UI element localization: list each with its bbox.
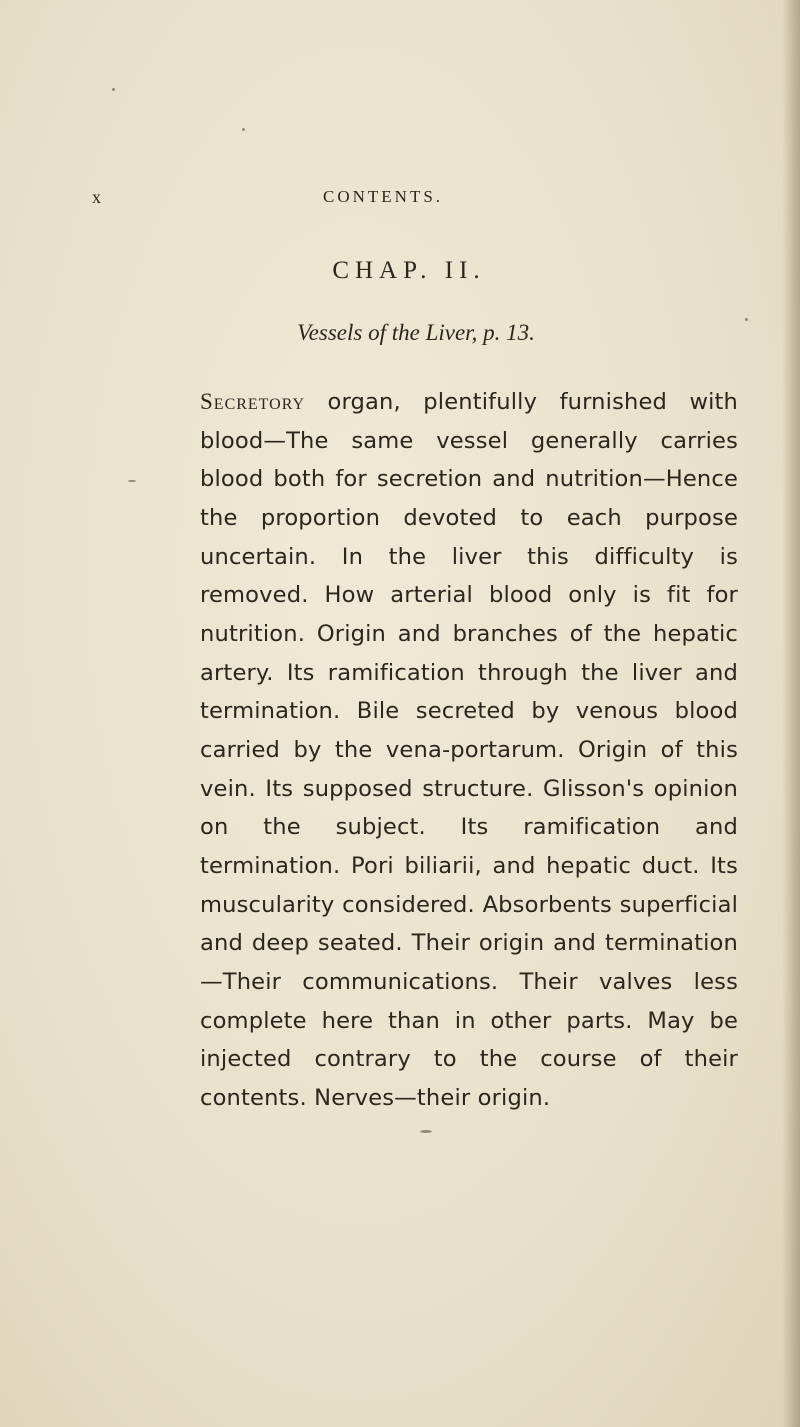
subtitle-page-ref: p. 13. <box>477 320 535 345</box>
subtitle-text: Vessels of the Liver, <box>297 320 478 345</box>
ink-speck <box>242 128 245 131</box>
summary-text: organ, plentifully furnished with blood—The same vessel generally carries blood both for secretion and nutrition—Hence the proportion devoted to each purpose uncertain. In the liver this difficulty is removed. How arterial blood only is fit for nutrition. Origin and branches of the hepatic artery. Its ramification through the liver and termination. Bile secreted by venous blood carried by the vena-portarum. Origin of this vein. Its supposed structure. Glisson's opinion on the subject. Its ramification and termination. Pori biliarii, and hepatic duct. Its muscularity considered. Absorbents superficial and deep seated. Their origin and termination—Their communications. Their valves less complete here than in other parts. May be injected contrary to the course of their contents. Nerves—their origin. <box>200 389 738 1111</box>
chapter-summary <box>200 383 738 1117</box>
page-numeral: x <box>92 187 102 207</box>
page-header <box>0 187 800 215</box>
ink-speck <box>420 1130 432 1133</box>
lead-word: Secretory <box>200 389 306 414</box>
ink-speck <box>128 480 136 482</box>
running-head: CONTENTS. <box>323 187 444 206</box>
ink-speck <box>745 318 748 321</box>
chapter-subtitle <box>0 320 800 346</box>
ink-speck <box>112 88 115 91</box>
chapter-title: CHAP. II. <box>332 257 486 284</box>
